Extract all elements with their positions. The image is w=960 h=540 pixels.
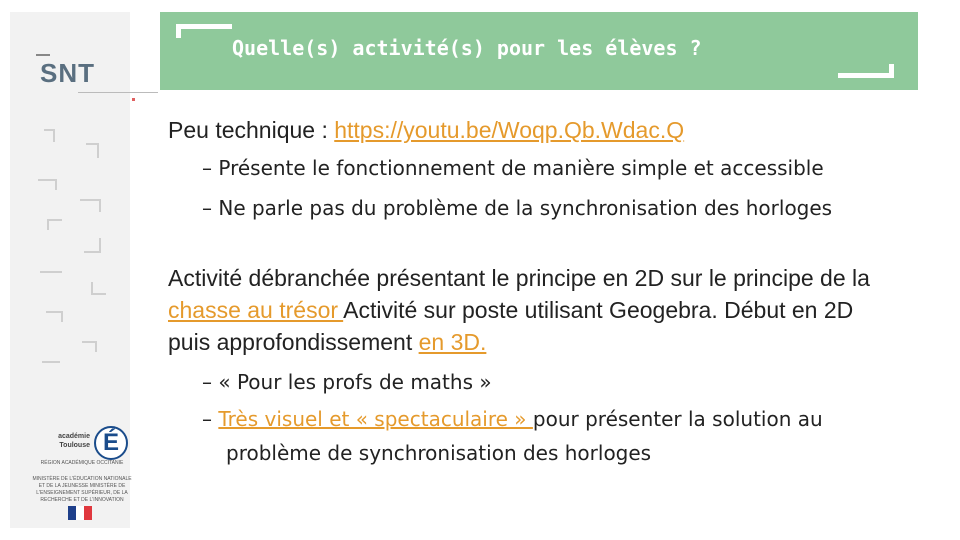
circuit-decoration-icon [38, 122, 128, 392]
tres-visuel-link[interactable]: Très visuel et « spectaculaire » [218, 407, 533, 431]
youtube-link[interactable]: https://youtu.be/Woqp.Qb.Wdac.Q [334, 117, 685, 143]
sub-bullet-ne-parle-pas: – Ne parle pas du problème de la synchronisation des horloges [202, 196, 833, 220]
sidebar [10, 12, 130, 528]
academie-region: RÉGION ACADÉMIQUE OCCITANIE [40, 460, 124, 466]
academie-badge: É [94, 426, 128, 460]
republique-flag-icon [68, 506, 92, 520]
snt-logo-text: SNT [40, 58, 95, 88]
chasse-au-tresor-link[interactable]: chasse au trésor [168, 297, 344, 323]
bullet-activite-debranchee: Activité débranchée présentant le principe en 2D sur le principe de la chasse au trésor Activité sur poste utilisant Geogebra. Début en 2D puis approfondissement en 3D. [168, 265, 870, 355]
bracket-top-left-icon [176, 24, 232, 29]
page-title: Quelle(s) activité(s) pour les élèves ? [232, 36, 702, 60]
en-3d-link[interactable]: en 3D. [418, 329, 487, 355]
slide-content [168, 114, 938, 470]
bullet-peu-technique: Peu technique : https://youtu.be/Woqp.Qb.Wdac.Q [168, 117, 685, 143]
sub-bullet-tres-visuel: – Très visuel et « spectaculaire » pour présenter la solution au problème de synchronisation des horloges [202, 407, 823, 465]
title-bar [160, 12, 918, 90]
sub-bullet-profs-maths: – « Pour les profs de maths » [202, 370, 492, 394]
academie-name: académie Toulouse [58, 433, 90, 449]
snt-logo [40, 58, 95, 89]
bracket-bottom-right-icon [838, 73, 894, 78]
academie-ministry: MINISTÈRE DE L'ÉDUCATION NATIONALE ET DE LA JEUNESSE MINISTÈRE DE L'ENSEIGNEMENT SUPÉRIEUR, DE LA RECHERCHE ET DE L'INNOVATION [32, 476, 132, 503]
sub-bullet-presente: – Présente le fonctionnement de manière simple et accessible [202, 156, 824, 180]
